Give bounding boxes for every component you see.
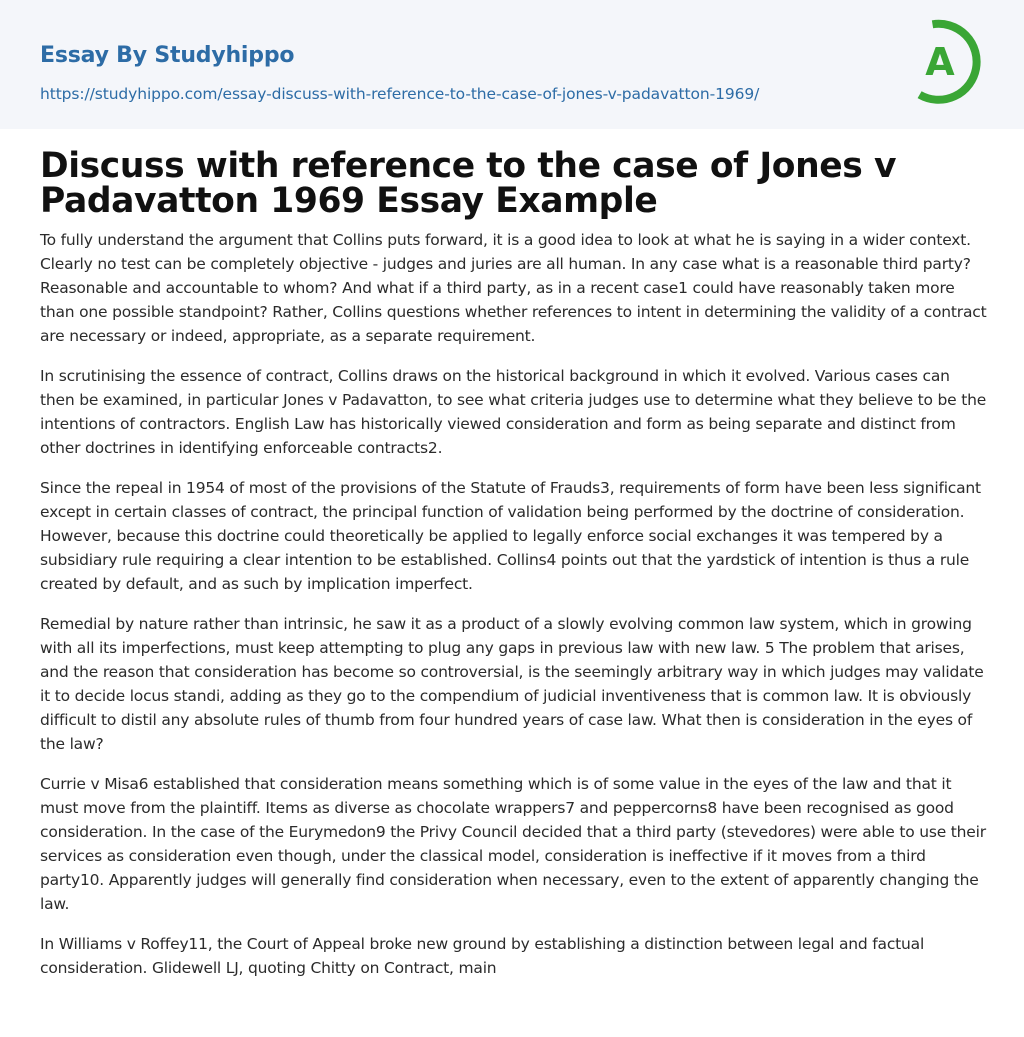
essay-body	[40, 228, 987, 996]
page-title: Discuss with reference to the case of Jones v Padavatton 1969 Essay Example	[40, 146, 897, 221]
logo-letter: A	[925, 40, 955, 84]
paragraph: Remedial by nature rather than intrinsic, he saw it as a product of a slowly evolving common law system, which in growing with all its imperfections, must keep attempting to plug any gaps in previous law with new law. 5 The problem that arises, and the reason that consideration has become so controversial, is the seemingly arbitrary way in which judges may validate it to decide locus standi, adding as they go to the compendium of judicial inventiveness that is common law. It is obviously difficult to distil any absolute rules of thumb from four hundred years of case law. What then is consideration in the eyes of the law?	[40, 615, 984, 753]
paragraph: Currie v Misa6 established that consideration means something which is of some value in the eyes of the law and that it must move from the plaintiff. Items as diverse as chocolate wrappers7 and peppercorns8 have been recognised as good consideration. In the case of the Eurymedon9 the Privy Council decided that a third party (stevedores) were able to use their services as consideration even though, under the classical model, consideration is ineffective if it moves from a third party10. Apparently judges will generally find consideration when necessary, even to the extent of apparently changing the law.	[40, 775, 986, 913]
page-url-link[interactable]: https://studyhippo.com/essay-discuss-with-reference-to-the-case-of-jones-v-padavatton-1969/	[40, 85, 760, 103]
paragraph: In Williams v Roffey11, the Court of Appeal broke new ground by establishing a distinction between legal and factual consideration. Glidewell LJ, quoting Chitty on Contract, main	[40, 935, 925, 977]
paragraph: Since the repeal in 1954 of most of the provisions of the Statute of Frauds3, requirements of form have been less significant except in certain classes of contract, the principal function of validation being performed by the doctrine of consideration. However, because this doctrine could theoretically be applied to legally enforce social exchanges it was tempered by a subsidiary rule requiring a clear intention to be established. Collins4 points out that the yardstick of intention is thus a rule created by default, and as such by implication imperfect.	[40, 479, 981, 593]
paragraph: To fully understand the argument that Collins puts forward, it is a good idea to look at what he is saying in a wider context. Clearly no test can be completely objective - judges and juries are all human. In any case what is a reasonable third party? Reasonable and accountable to whom? And what if a third party, as in a recent case1 could have reasonably taken more than one possible standpoint? Rather, Collins questions whether references to intent in determining the validity of a contract are necessary or indeed, appropriate, as a separate requirement.	[40, 231, 987, 345]
paragraph: In scrutinising the essence of contract, Collins draws on the historical background in which it evolved. Various cases can then be examined, in particular Jones v Padavatton, to see what criteria judges use to determine what they believe to be the intentions of contractors. English Law has historically viewed consideration and form as being separate and distinct from other doctrines in identifying enforceable contracts2.	[40, 367, 987, 457]
site-brand[interactable]: Essay By Studyhippo	[40, 43, 295, 68]
